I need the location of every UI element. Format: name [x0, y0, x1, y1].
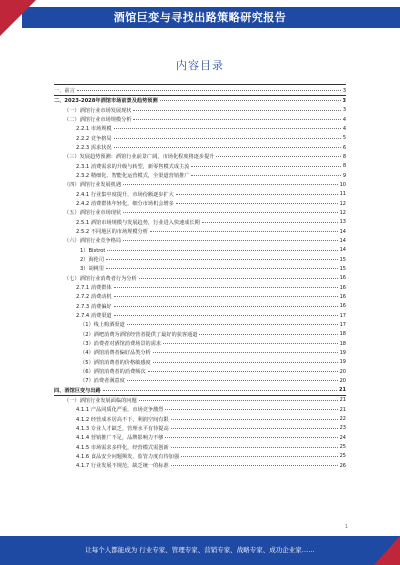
toc-entry[interactable] — [54, 348, 346, 357]
toc-leader-dots — [153, 352, 338, 353]
toc-entry-page: 10 — [339, 181, 346, 188]
toc-leader-dots — [106, 268, 338, 269]
toc-entry[interactable] — [54, 255, 346, 264]
toc-entry-page: 3 — [342, 87, 346, 94]
toc-entry-page: 16 — [339, 303, 346, 310]
toc-entry[interactable] — [54, 367, 346, 376]
toc-entry[interactable] — [54, 339, 346, 348]
toc-entry-page: 8 — [342, 163, 346, 170]
toc-entry-label: 2.7.2 消费动机 — [76, 294, 112, 301]
toc-entry[interactable] — [54, 143, 346, 152]
toc-entry-label: 4.1.4 营销推广不足，品牌影响力不够 — [76, 435, 164, 442]
toc-entry-page: 16 — [339, 284, 346, 291]
toc-entry-page: 21 — [339, 387, 346, 394]
toc-entry-page: 21 — [339, 397, 346, 404]
toc-entry-label: （5）酒馆消费者的价格敏感度 — [80, 359, 151, 366]
toc-entry[interactable] — [54, 124, 346, 133]
toc-entry-label: 四、酒馆巨变与出路 — [54, 387, 101, 394]
toc-entry-label: 2.7.4 消费渠道 — [76, 313, 112, 320]
toc-leader-dots — [150, 231, 338, 232]
toc-entry-label: （二）酒馆行业市场规模分析 — [64, 117, 132, 124]
toc-entry-page: 20 — [339, 368, 346, 375]
toc-entry-label: 4.1.5 市场需求多样化，经营模式需创新 — [76, 444, 169, 451]
toc-entry-label: 2.3.2 精细化、智能化运营模式，全渠道营销推广 — [76, 173, 190, 180]
toc-leader-dots — [139, 400, 338, 401]
toc-entry-page: 20 — [339, 377, 346, 384]
toc-entry-label: 2）海伦司 — [80, 257, 105, 264]
toc-entry[interactable] — [54, 320, 346, 329]
toc-entry[interactable] — [54, 115, 346, 124]
toc-entry[interactable] — [54, 405, 346, 414]
toc-leader-dots — [165, 409, 337, 410]
toc-leader-dots — [114, 147, 341, 148]
toc-entry[interactable] — [54, 180, 346, 189]
toc-entry-page: 26 — [339, 462, 346, 469]
toc-leader-dots — [114, 315, 338, 316]
toc-entry-label: （五）酒馆行业市场现状 — [64, 210, 122, 217]
toc-entry-label: 2.3.1 消费需求的升级与转型，新零售模式成主流 — [76, 163, 190, 170]
toc-entry-page: 4 — [342, 125, 346, 132]
toc-leader-dots — [103, 390, 337, 391]
toc-leader-dots — [114, 306, 338, 307]
toc-entry[interactable] — [54, 134, 346, 143]
toc-entry-label: （4）酒馆消费者偏好品类分析 — [80, 350, 151, 357]
toc-entry-page: 14 — [339, 247, 346, 254]
table-of-contents — [54, 86, 346, 470]
toc-entry-page: 18 — [339, 331, 346, 338]
toc-entry-page: 19 — [339, 349, 346, 356]
toc-entry[interactable] — [54, 227, 346, 236]
toc-entry-page: 15 — [339, 256, 346, 263]
toc-entry[interactable] — [54, 424, 346, 433]
toc-leader-dots — [216, 156, 340, 157]
toc-entry[interactable] — [54, 283, 346, 292]
toc-entry[interactable] — [54, 386, 346, 396]
toc-entry[interactable] — [54, 461, 346, 470]
toc-entry-label: （2）酒吧消费为酒馆经营者提供了最好的获客通道 — [80, 331, 198, 338]
toc-entry-label: 2.2.2 竞争格局 — [76, 135, 112, 142]
toc-entry[interactable] — [54, 311, 346, 320]
toc-entry-page: 24 — [339, 434, 346, 441]
toc-leader-dots — [133, 110, 340, 111]
toc-leader-dots — [202, 222, 338, 223]
toc-leader-dots — [114, 296, 338, 297]
toc-entry-label: 4.1.7 行业发展不规范，缺乏统一的标准 — [76, 463, 169, 470]
toc-entry-page: 4 — [342, 116, 346, 123]
toc-leader-dots — [107, 250, 337, 251]
toc-entry[interactable] — [54, 264, 346, 273]
toc-entry[interactable] — [54, 442, 346, 451]
toc-entry-label: 2.2.1 市场规模 — [76, 126, 112, 133]
toc-entry-page: 15 — [339, 265, 346, 272]
toc-leader-dots — [191, 175, 340, 176]
toc-entry-label: 4.1.6 食品安全问题频发，监管力度有待加强 — [76, 453, 180, 460]
toc-leader-dots — [171, 419, 338, 420]
toc-entry-page: 3 — [342, 107, 346, 114]
toc-entry-label: （7）消费者满意度 — [80, 378, 125, 385]
toc-entry-label: （三）发展趋势预测：酒馆行业前景广阔，市场化程度将逐步提升 — [64, 154, 215, 161]
toc-entry[interactable] — [54, 190, 346, 199]
toc-entry-label: 一、前言 — [54, 88, 75, 95]
toc-entry-label: 2.4.2 消费群体年轻化，细分市场机会增多 — [76, 201, 174, 208]
toc-entry-page: 16 — [339, 275, 346, 282]
toc-leader-dots — [176, 203, 338, 204]
toc-entry-page: 12 — [339, 209, 346, 216]
toc-entry-page: 16 — [339, 293, 346, 300]
toc-leader-dots — [176, 194, 338, 195]
toc-leader-dots — [133, 119, 340, 120]
toc-entry-page: 17 — [339, 312, 346, 319]
toc-leader-dots — [165, 437, 337, 438]
toc-entry-label: （一）酒馆行业市场发展现状 — [64, 107, 132, 114]
toc-entry-label: 3）胡桃里 — [80, 266, 105, 273]
toc-entry-page: 11 — [339, 191, 346, 198]
toc-entry[interactable] — [54, 171, 346, 180]
toc-entry-page: 22 — [339, 416, 346, 423]
toc-entry-page: 17 — [339, 321, 346, 328]
toc-leader-dots — [106, 259, 338, 260]
toc-entry-label: 2.7.1 消费群体 — [76, 285, 112, 292]
toc-entry-label: 2.5.2 不同地区的市场规模分析 — [76, 229, 148, 236]
toc-leader-dots — [114, 287, 338, 288]
footer-slogan: 让每个人都能成为 行业专家、管理专家、营销专家、战略专家、成功企业家…… — [85, 546, 315, 554]
toc-entry-page: 23 — [339, 425, 346, 432]
toc-entry-label: （6）酒馆消费者的消费频次 — [80, 369, 146, 375]
toc-entry-page: 25 — [339, 453, 346, 460]
toc-leader-dots — [181, 456, 338, 457]
toc-entry-label: 4.1.1 产品同质化严重，市场竞争激烈 — [76, 407, 164, 414]
toc-entry-label: 2.5.1 酒馆市场规模与发展趋势，行业进入快速成长期 — [76, 219, 200, 226]
toc-entry-label: 4.1.3 专业人才缺乏，管理水平有待提高 — [76, 425, 169, 432]
toc-entry[interactable] — [54, 246, 346, 255]
toc-leader-dots — [123, 184, 338, 185]
toc-entry-page: 25 — [339, 444, 346, 451]
toc-entry-page: 6 — [342, 144, 346, 151]
toc-entry-label: （3）消费者对酒馆消费场景的需求 — [80, 341, 162, 348]
page-number: 1 — [344, 524, 348, 530]
report-title: 酒馆巨变与寻找出路策略研究报告 — [113, 11, 287, 24]
toc-leader-dots — [139, 278, 338, 279]
toc-entry-page: 14 — [339, 228, 346, 235]
toc-entry-label: 2.4.1 行业集中度提升，市场份额逐步扩大 — [76, 191, 174, 198]
toc-top-rule — [54, 84, 346, 85]
toc-entry-page: 5 — [342, 135, 346, 142]
toc-leader-dots — [160, 100, 341, 101]
toc-entry[interactable] — [54, 96, 346, 105]
toc-entry-page: 3 — [342, 97, 346, 104]
toc-entry[interactable] — [54, 433, 346, 442]
toc-entry-page: 9 — [342, 172, 346, 179]
toc-entry[interactable] — [54, 274, 346, 283]
toc-entry-page: 18 — [339, 340, 346, 347]
toc-entry[interactable] — [54, 218, 346, 227]
toc-entry[interactable] — [54, 152, 346, 161]
toc-entry-label: （七）酒馆行业消费者行为分析 — [64, 275, 137, 282]
toc-entry[interactable] — [54, 358, 346, 367]
toc-entry-page: 8 — [342, 153, 346, 160]
toc-entry-label: 2.7.3 消费偏好 — [76, 303, 112, 310]
toc-leader-dots — [114, 128, 341, 129]
toc-entry[interactable] — [54, 414, 346, 423]
toc-entry[interactable] — [54, 376, 346, 385]
toc-entry[interactable] — [54, 162, 346, 171]
toc-entry[interactable] — [54, 236, 346, 245]
toc-entry-label: （六）酒馆行业竞争格局 — [64, 238, 122, 245]
toc-entry[interactable] — [54, 302, 346, 311]
toc-entry-page: 21 — [339, 406, 346, 413]
toc-leader-dots — [77, 90, 341, 91]
toc-entry-page: 14 — [339, 237, 346, 244]
toc-leader-dots — [199, 334, 337, 335]
toc-entry[interactable] — [54, 452, 346, 461]
toc-leader-dots — [191, 166, 340, 167]
toc-leader-dots — [127, 324, 338, 325]
toc-entry[interactable] — [54, 330, 346, 339]
toc-leader-dots — [114, 138, 341, 139]
toc-entry[interactable] — [54, 396, 346, 405]
toc-leader-dots — [123, 240, 338, 241]
toc-entry-label: （1）线上购酒渠道 — [80, 322, 125, 329]
toc-entry-page: 19 — [339, 359, 346, 366]
toc-entry-page: 12 — [339, 200, 346, 207]
toc-leader-dots — [148, 371, 338, 372]
toc-leader-dots — [171, 447, 338, 448]
toc-leader-dots — [153, 362, 338, 363]
toc-entry-label: 1）Bistrot — [80, 247, 106, 254]
toc-entry-label: （四）酒馆行业发展机遇 — [64, 182, 122, 189]
toc-entry-label: 4.1.2 经营成本居高不下，利润空间有限 — [76, 416, 169, 423]
toc-entry-label: 2.2.3 需求状况 — [76, 145, 112, 152]
toc-entry-page: 13 — [339, 219, 346, 226]
toc-title: 内容目录 — [176, 59, 224, 72]
toc-entry-label: （一）酒馆行业发展面临的问题 — [64, 397, 137, 404]
report-footer — [0, 536, 400, 565]
toc-entry[interactable] — [54, 106, 346, 115]
toc-leader-dots — [127, 380, 338, 381]
report-header — [0, 0, 400, 36]
toc-leader-dots — [171, 428, 338, 429]
toc-entry[interactable] — [54, 86, 346, 96]
toc-leader-dots — [171, 465, 338, 466]
toc-entry[interactable] — [54, 199, 346, 208]
toc-leader-dots — [163, 343, 338, 344]
toc-leader-dots — [123, 212, 338, 213]
toc-entry[interactable] — [54, 292, 346, 301]
toc-entry-label: 二、2023-2028年酒馆市场前景及趋势预测 — [54, 98, 158, 105]
toc-entry[interactable] — [54, 208, 346, 217]
